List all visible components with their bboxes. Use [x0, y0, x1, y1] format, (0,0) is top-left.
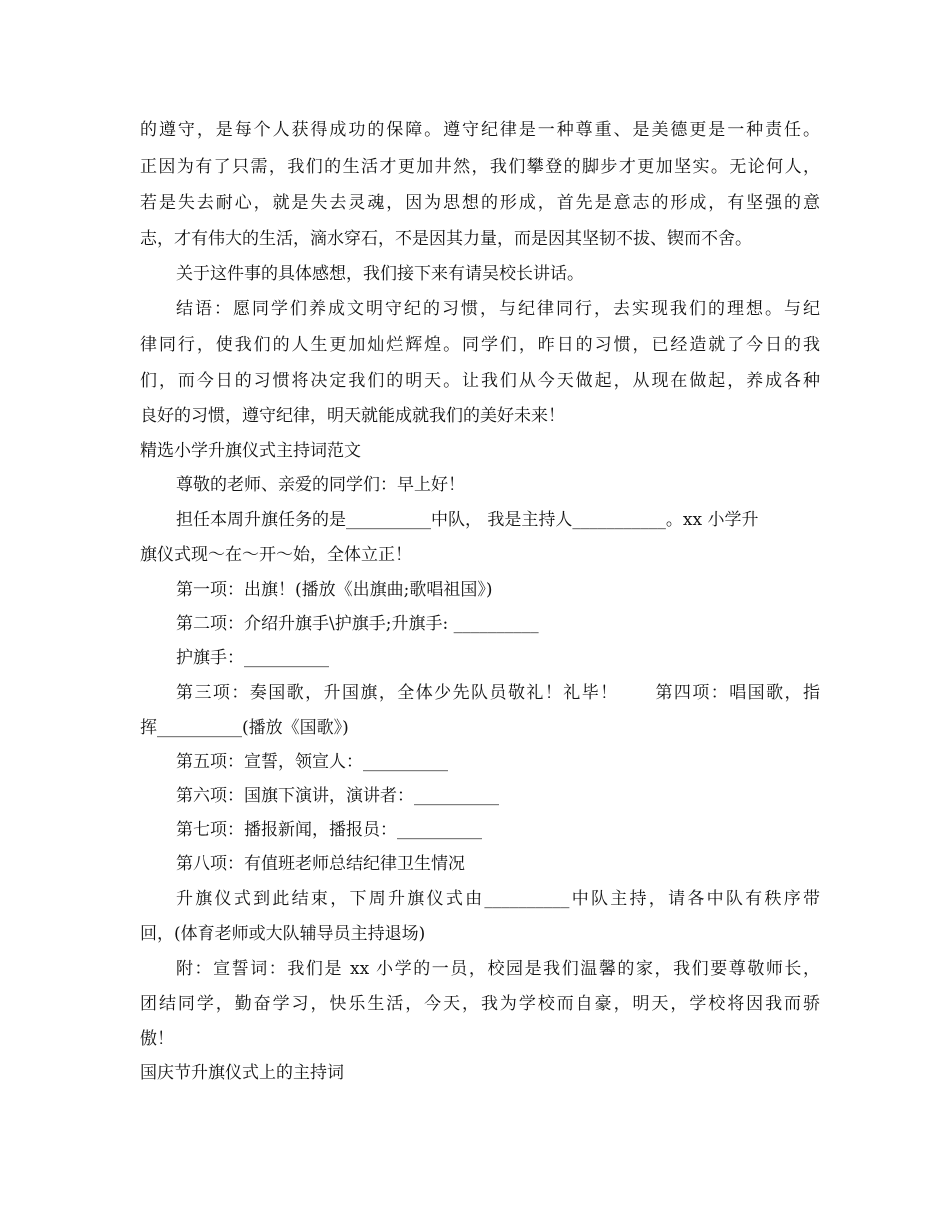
paragraph-line: 若是失去耐心，就是失去灵魂，因为思想的形成，首先是意志的形成，有坚强的意 — [140, 193, 820, 213]
paragraph-line: 升旗仪式到此结束，下周升旗仪式由__________中队主持，请各中队有秩序带 — [176, 889, 820, 909]
paragraph-line: 良好的习惯，遵守纪律，明天就能成就我们的美好未来！ — [140, 406, 565, 426]
program-item: 第一项：出旗！(播放《出旗曲;歌唱祖国》) — [176, 580, 493, 600]
paragraph-line: 们，而今日的习惯将决定我们的明天。让我们从今天做起，从现在做起，养成各种 — [140, 371, 820, 391]
program-item: 第二项：介绍升旗手\护旗手;升旗手: __________ — [176, 614, 539, 634]
program-item: 第七项：播报新闻，播报员：__________ — [176, 820, 482, 840]
program-item: 第三项：奏国歌，升国旗，全体少先队员敬礼！礼毕！ 第四项：唱国歌，指 — [176, 683, 820, 703]
paragraph-line: 尊敬的老师、亲爱的同学们：早上好！ — [176, 475, 465, 495]
paragraph-line: 志，才有伟大的生活，滴水穿石，不是因其力量，而是因其坚韧不拔、锲而不舍。 — [140, 229, 752, 249]
program-item: 护旗手：__________ — [176, 648, 329, 668]
program-item: 挥__________(播放《国歌》) — [140, 718, 349, 738]
section-heading: 国庆节升旗仪式上的主持词 — [140, 1063, 344, 1083]
paragraph-line: 傲！ — [140, 1029, 174, 1049]
paragraph-line: 关于这件事的具体感想，我们接下来有请吴校长讲话。 — [176, 264, 584, 284]
paragraph-line: 正因为有了只需，我们的生活才更加井然，我们攀登的脚步才更加坚实。无论何人， — [140, 157, 820, 177]
paragraph-line: 附：宣誓词：我们是 xx 小学的一员，校园是我们温馨的家，我们要尊敬师长， — [176, 959, 820, 979]
paragraph-line: 的遵守，是每个人获得成功的保障。遵守纪律是一种尊重、是美德更是一种责任。 — [140, 120, 820, 140]
paragraph-line: 团结同学，勤奋学习，快乐生活，今天，我为学校而自豪，明天，学校将因我而骄 — [140, 994, 820, 1014]
paragraph-line: 担任本周升旗任务的是__________中队， 我是主持人___________。xx 小学升 — [176, 510, 759, 530]
section-heading: 精选小学升旗仪式主持词范文 — [140, 441, 361, 461]
paragraph-line: 旗仪式现～在～开～始，全体立正！ — [140, 545, 412, 565]
paragraph-line: 回，(体育老师或大队辅导员主持退场) — [140, 924, 426, 944]
program-item: 第六项：国旗下演讲，演讲者：__________ — [176, 786, 499, 806]
paragraph-line: 律同行，使我们的人生更加灿烂辉煌。同学们，昨日的习惯，已经造就了今日的我 — [140, 335, 820, 355]
program-item: 第八项：有值班老师总结纪律卫生情况 — [176, 854, 465, 874]
program-item: 第五项：宣誓，领宣人：__________ — [176, 752, 448, 772]
paragraph-line: 结语：愿同学们养成文明守纪的习惯，与纪律同行，去实现我们的理想。与纪 — [176, 299, 820, 319]
